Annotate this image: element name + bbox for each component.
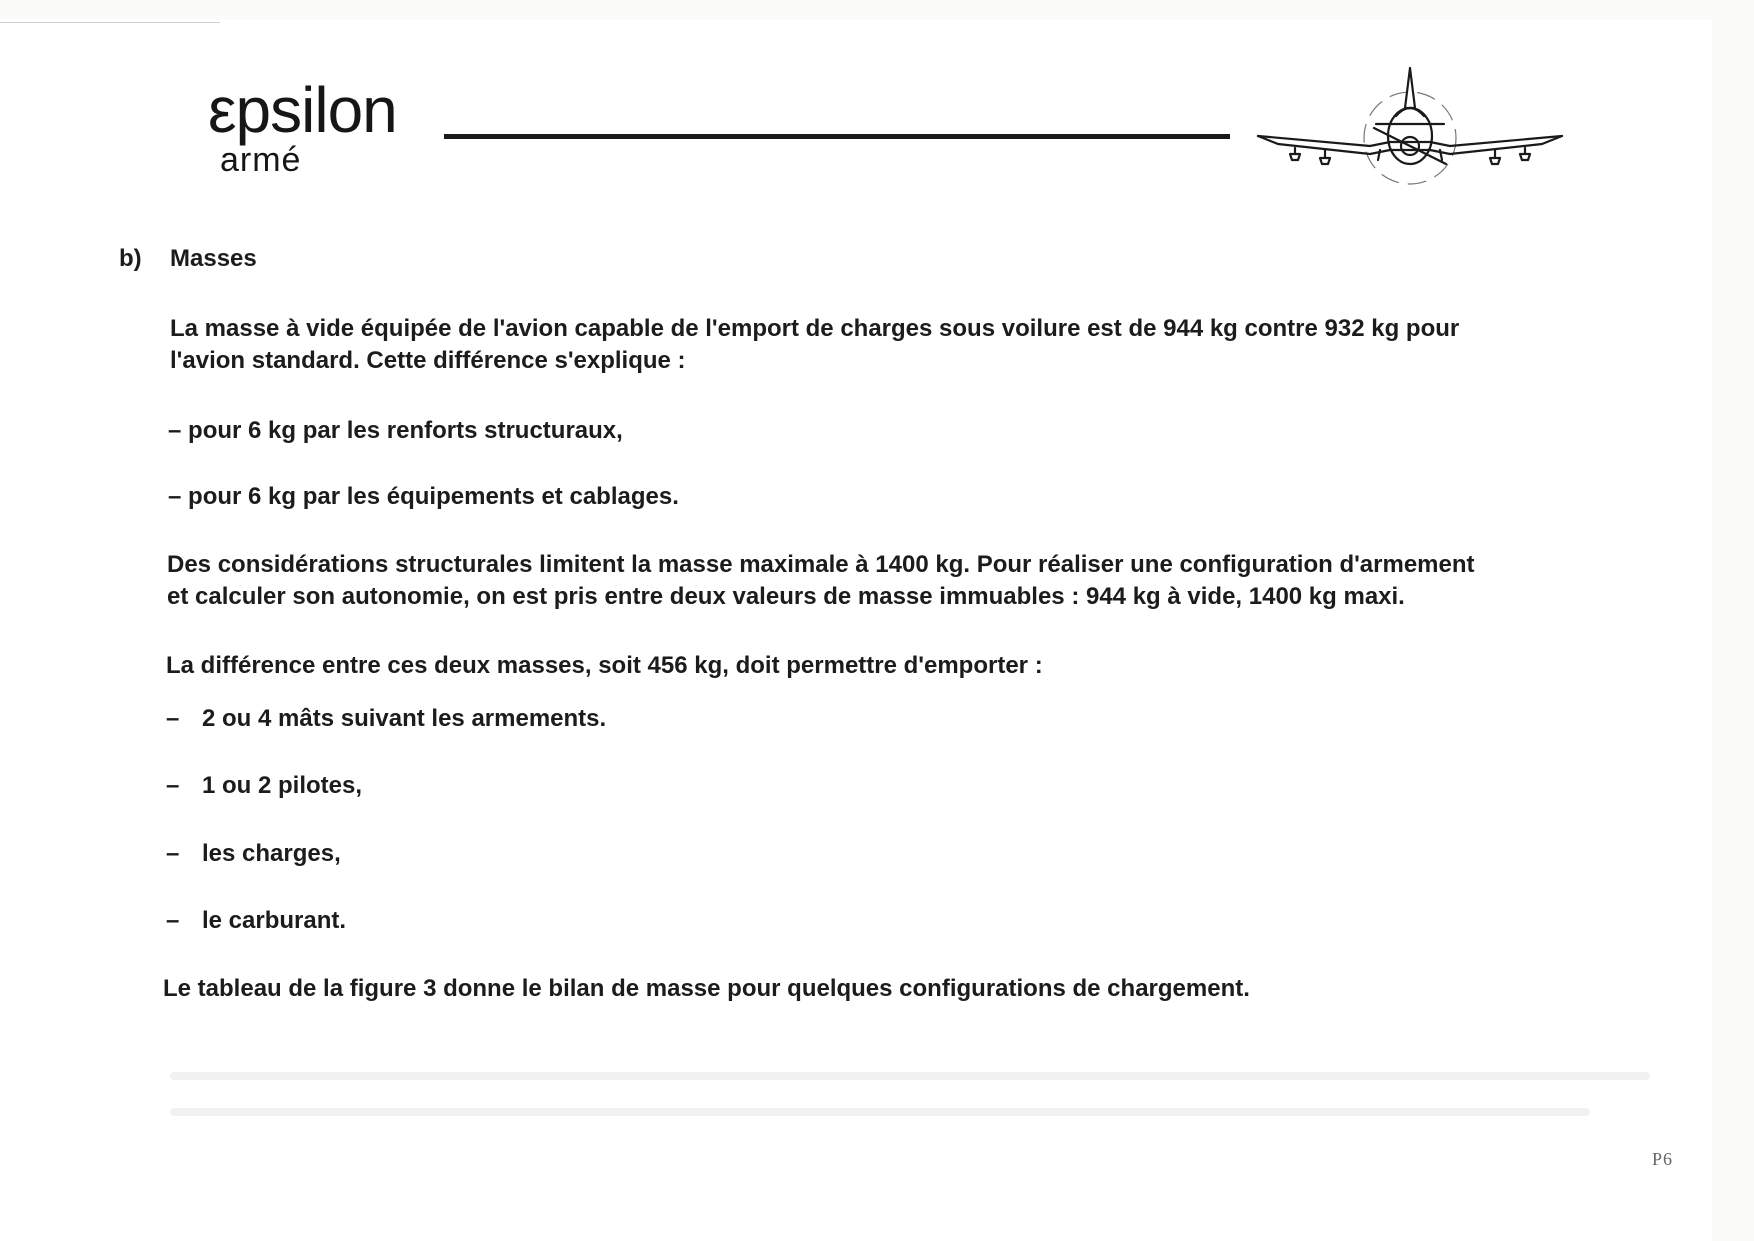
bleed-through-line: [170, 1072, 1650, 1080]
list-item: [166, 703, 606, 735]
top-edge-line: [0, 22, 220, 23]
list-item-text: 1 ou 2 pilotes,: [202, 772, 363, 799]
paragraph-max-mass: [167, 549, 1475, 613]
list-item-text: 2 ou 4 mâts suivant les armements.: [202, 705, 607, 732]
list-item: [168, 415, 623, 447]
paragraph-line: Des considérations structurales limitent la masse maximale à 1400 kg. Pour réaliser une configuration d'armement: [167, 551, 1475, 578]
airplane-front-view-icon: [1250, 64, 1570, 194]
dash-marker: –: [166, 907, 180, 934]
bleed-through-line: [170, 1108, 1590, 1116]
paragraph-line: et calculer son autonomie, on est pris entre deux valeurs de masse immuables : 944 kg à vide, 1400 kg maxi.: [167, 583, 1405, 610]
page-number: P6: [1652, 1149, 1674, 1169]
dash-marker: –: [166, 772, 180, 799]
dash-marker: –: [168, 417, 182, 444]
paragraph-figure-reference: Le tableau de la figure 3 donne le bilan de masse pour quelques configurations de chargement.: [163, 975, 1250, 1002]
paragraph-empty-mass: [170, 313, 1459, 377]
list-item: [168, 481, 679, 513]
logo-title: εpsilon: [208, 74, 397, 146]
dash-marker: –: [166, 705, 180, 732]
list-item: [166, 770, 362, 802]
list-item: [166, 838, 341, 870]
list-item-text: pour 6 kg par les renforts structuraux,: [188, 417, 623, 444]
dash-marker: –: [166, 840, 180, 867]
document-page: [0, 20, 1712, 1241]
section-letter: b): [119, 245, 142, 272]
logo-subtitle: armé: [220, 141, 302, 179]
epsilon-logo: [208, 74, 397, 179]
list-item-text: le carburant.: [202, 907, 347, 934]
list-item: [166, 905, 346, 937]
dash-marker: –: [168, 483, 182, 510]
paragraph-line: La masse à vide équipée de l'avion capable de l'emport de charges sous voilure est de 944 kg contre 932 kg pour: [170, 315, 1460, 342]
paragraph-mass-difference: La différence entre ces deux masses, soit 456 kg, doit permettre d'emporter :: [166, 652, 1043, 679]
paragraph-line: l'avion standard. Cette différence s'explique :: [170, 347, 686, 374]
list-item-text: les charges,: [202, 840, 341, 867]
section-title: Masses: [170, 245, 257, 272]
list-item-text: pour 6 kg par les équipements et cablages.: [188, 483, 679, 510]
header-rule: [444, 134, 1230, 139]
